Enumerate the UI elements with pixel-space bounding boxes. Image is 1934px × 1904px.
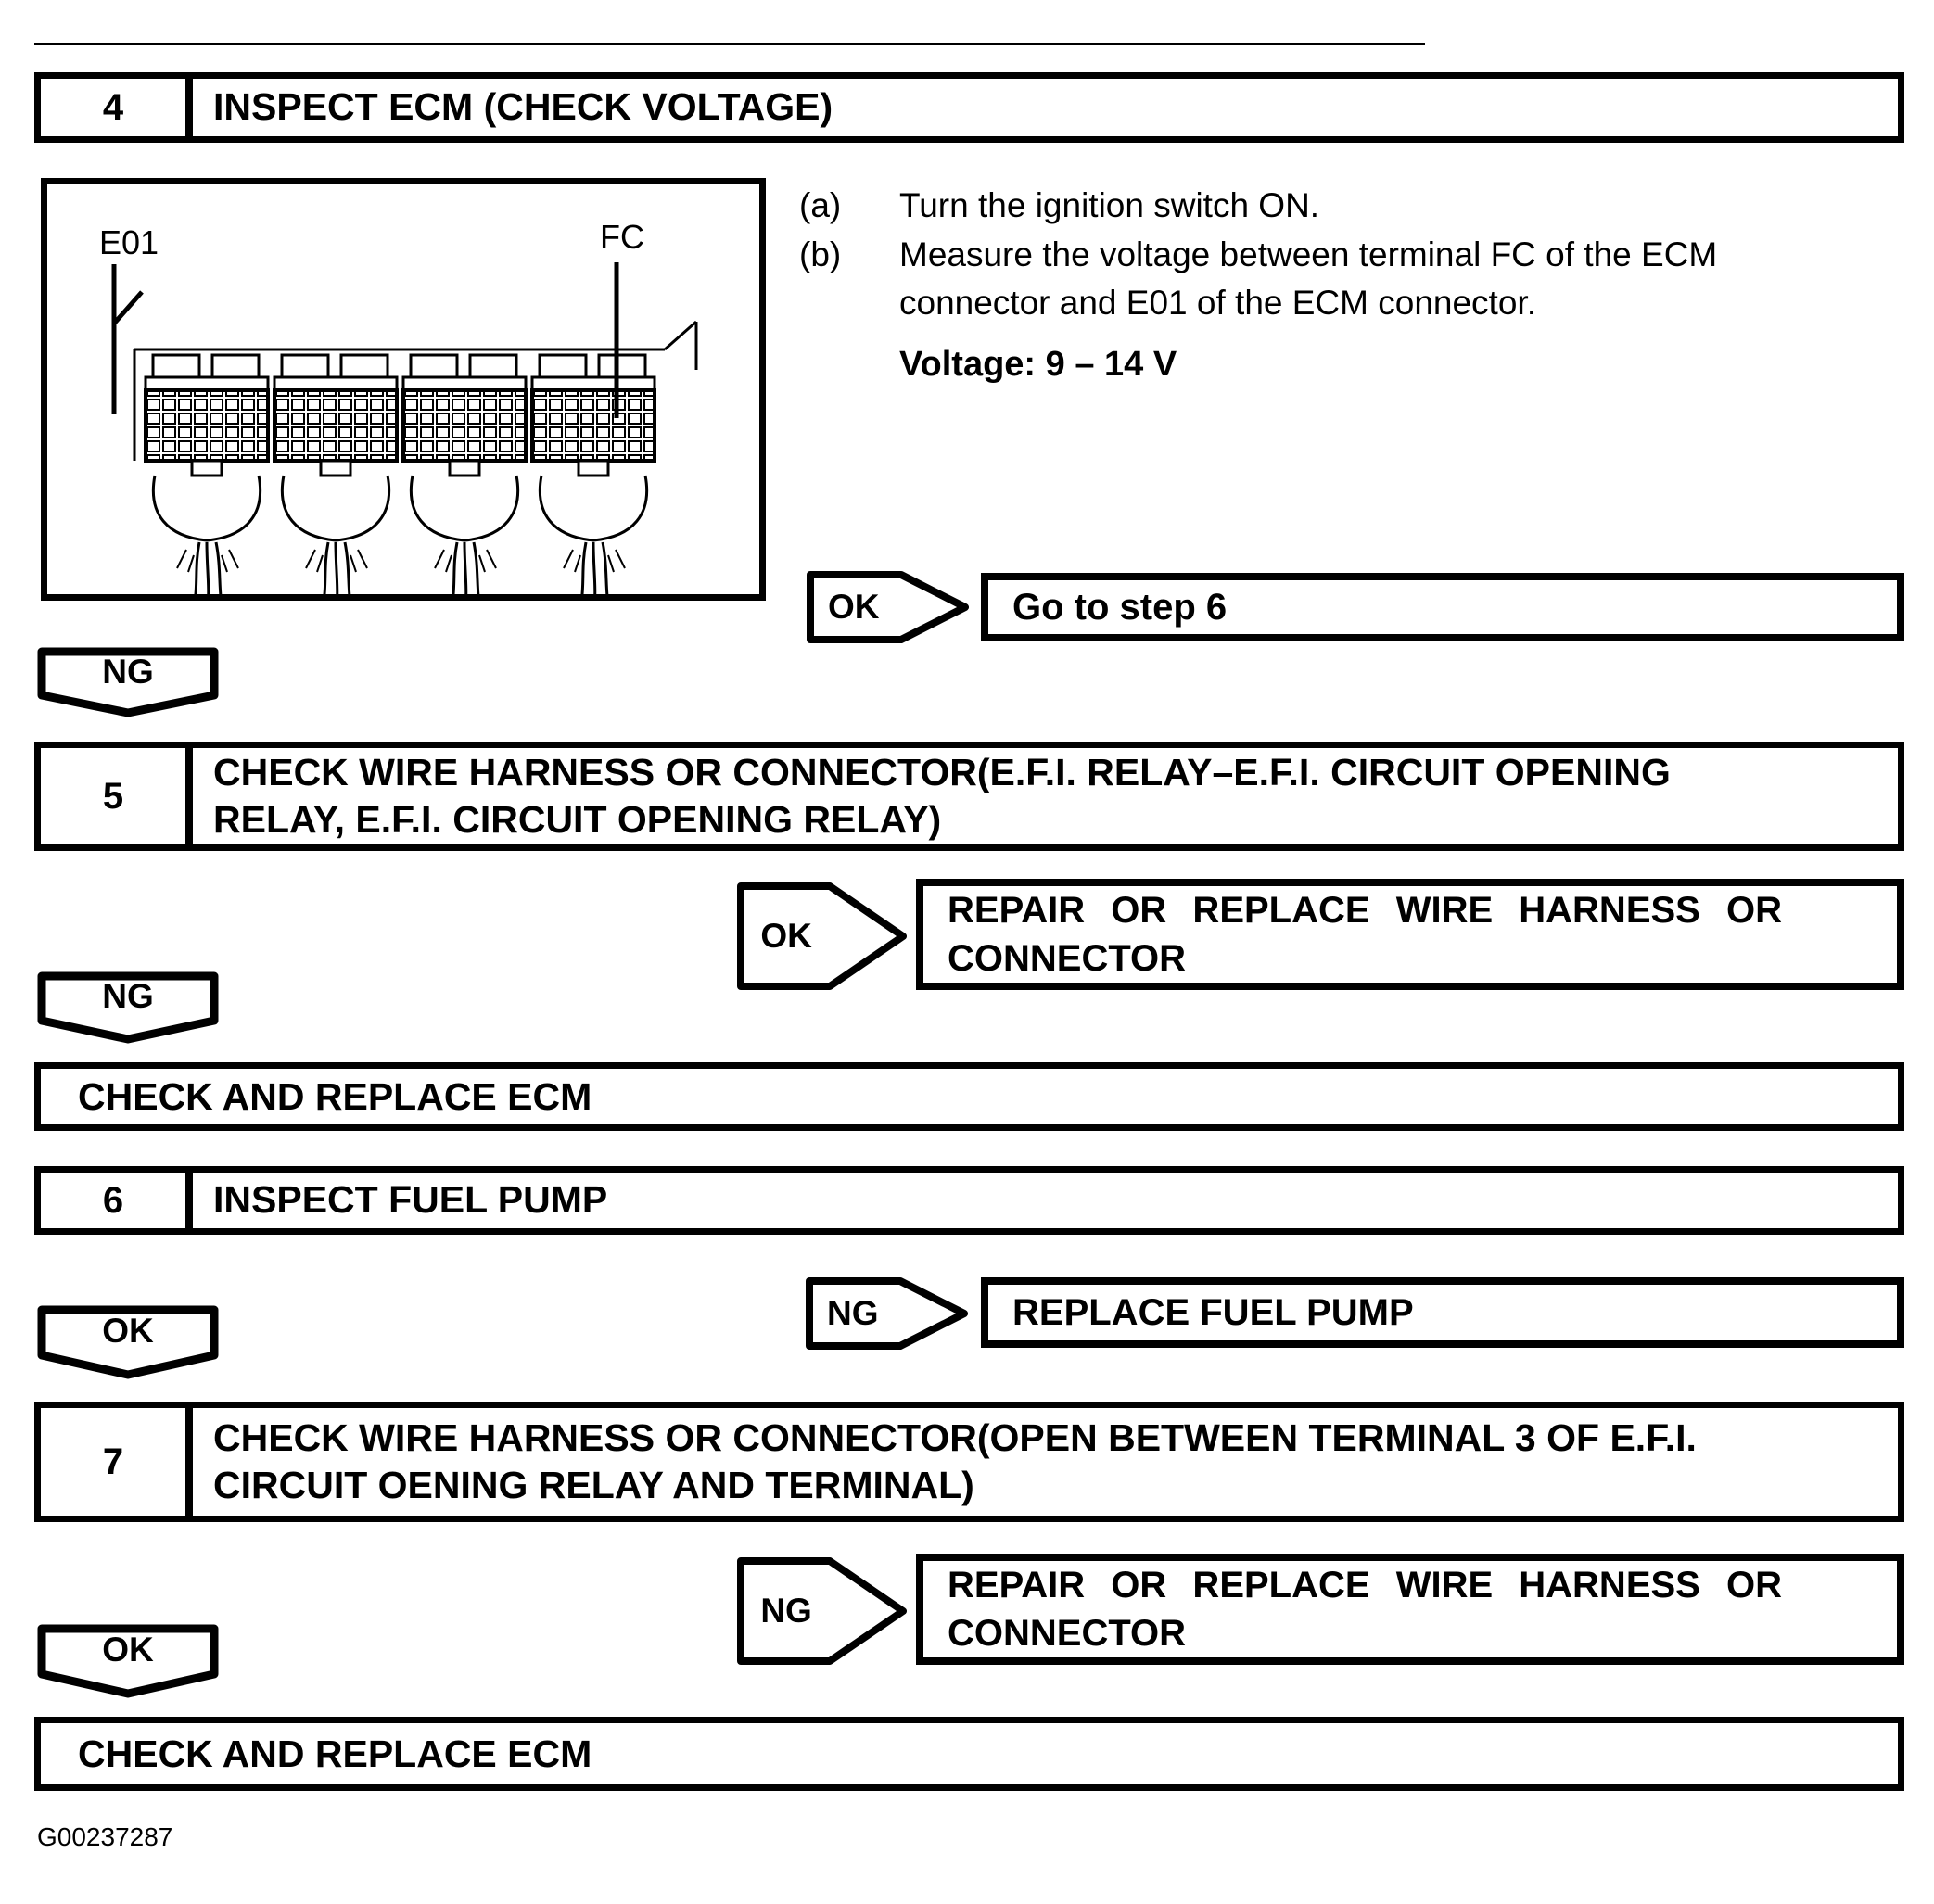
- decision-4-ng-arrow: [737, 1557, 907, 1665]
- step-5-title-line1: CHECK WIRE HARNESS OR CONNECTOR(E.F.I. RELAY–E.F.I. CIRCUIT OPENING: [213, 750, 1671, 793]
- decision-3-tag: NG: [827, 1294, 879, 1332]
- decision-2-result: REPAIR OR REPLACE WIRE HARNESS OR CONNECTOR: [916, 879, 1904, 990]
- badge-ok-1: OK: [37, 1305, 219, 1379]
- instruction-b: [799, 231, 1904, 328]
- badge-ng-2: NG: [37, 971, 219, 1044]
- scan-artifact-line: [34, 43, 1425, 45]
- decision-4-tag: NG: [760, 1592, 812, 1630]
- terminal-label-e01: E01: [99, 223, 159, 261]
- terminal-check-replace-ecm-1: CHECK AND REPLACE ECM: [34, 1062, 1904, 1131]
- step-5-title-line2: RELAY, E.F.I. CIRCUIT OPENING RELAY): [213, 798, 942, 841]
- step-4-title-line1: INSPECT ECM (CHECK VOLTAGE): [213, 85, 833, 129]
- instructions: [799, 182, 1904, 385]
- terminal-label-fc: FC: [600, 218, 644, 256]
- decision-1-tag: OK: [828, 588, 880, 626]
- decision-1-result: Go to step 6: [981, 573, 1904, 641]
- ecm-connector-figure: [41, 178, 766, 601]
- step-4-header: [34, 72, 1904, 143]
- decision-4-result: REPAIR OR REPLACE WIRE HARNESS OR CONNECTOR: [916, 1554, 1904, 1665]
- step-6-title-line1: INSPECT FUEL PUMP: [213, 1178, 608, 1222]
- figure-id: G00237287: [37, 1822, 173, 1851]
- step-7-title: [193, 1408, 1898, 1516]
- instruction-b-text: Measure the voltage between terminal FC of the ECM connector and E01 of the ECM connector.: [899, 235, 1718, 323]
- instruction-a-text: Turn the ignition switch ON.: [899, 186, 1320, 224]
- step-7-header: [34, 1402, 1904, 1522]
- step-4-number: 4: [41, 79, 193, 136]
- decision-2-ok-arrow: [737, 882, 907, 990]
- decision-3-ng-arrow: [806, 1277, 968, 1350]
- instruction-b-marker: (b): [799, 235, 842, 273]
- decision-1-ok-arrow: [807, 571, 969, 643]
- badge-ng-1: NG: [37, 647, 219, 717]
- step-6-title: [193, 1173, 1898, 1228]
- ecm-connector-diagram: [47, 184, 759, 594]
- decision-2-tag: OK: [760, 917, 812, 955]
- step-5-title: [193, 748, 1898, 844]
- step-7-number: 7: [41, 1408, 193, 1516]
- badge-ok-2: OK: [37, 1624, 219, 1698]
- step-6-number: 6: [41, 1173, 193, 1228]
- step-5-number: 5: [41, 748, 193, 844]
- step-6-header: [34, 1166, 1904, 1235]
- instruction-a: [799, 182, 1904, 231]
- voltage-spec: Voltage: 9 – 14 V: [899, 344, 1177, 384]
- step-5-header: [34, 742, 1904, 851]
- instruction-a-marker: (a): [799, 186, 842, 224]
- step-7-title-line2: CIRCUIT OENING RELAY AND TERMINAL): [213, 1464, 974, 1506]
- decision-3-result: REPLACE FUEL PUMP: [981, 1277, 1904, 1348]
- step-4-title: [193, 79, 1898, 136]
- step-7-title-line1: CHECK WIRE HARNESS OR CONNECTOR(OPEN BETWEEN TERMINAL 3 OF E.F.I.: [213, 1415, 1697, 1459]
- terminal-check-replace-ecm-2: CHECK AND REPLACE ECM: [34, 1717, 1904, 1791]
